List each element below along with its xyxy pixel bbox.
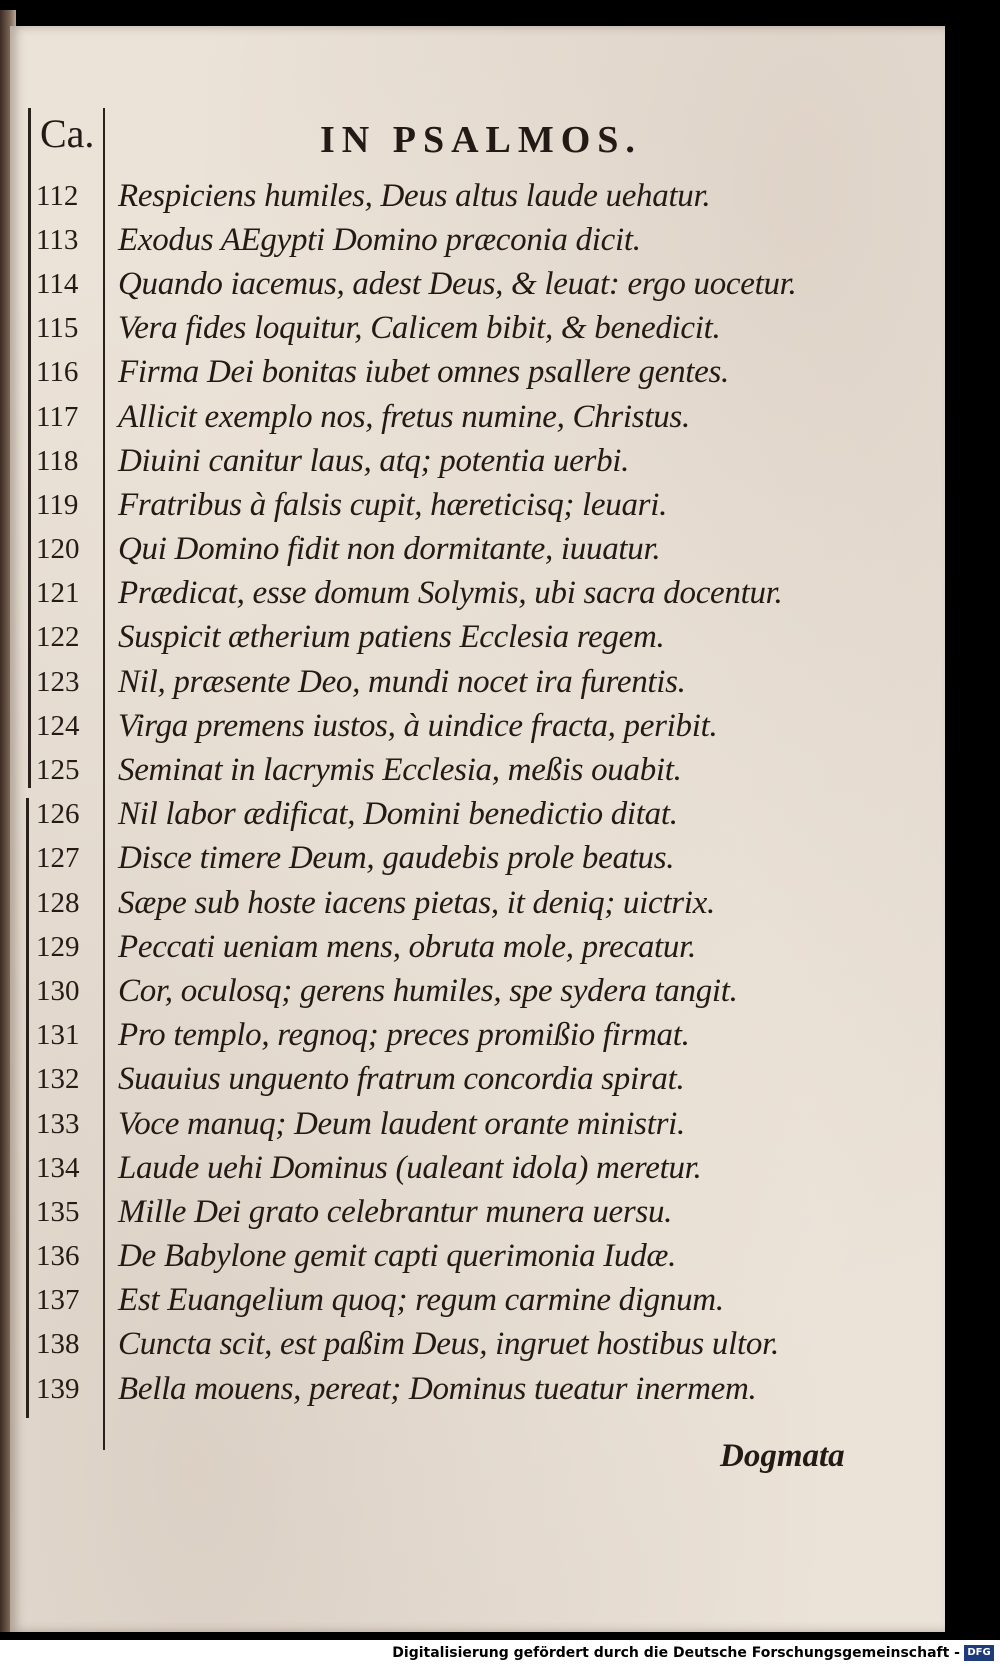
psalm-number: 136 xyxy=(36,1240,80,1273)
verse-row xyxy=(30,1323,935,1367)
verse-text: Suauius unguento fratrum concordia spirat. xyxy=(118,1061,685,1098)
verse-row xyxy=(30,704,935,748)
verse-text: Suspicit ætherium patiens Ecclesia regem. xyxy=(118,619,665,656)
verse-text: Est Euangelium quoq; regum carmine dignum. xyxy=(118,1282,724,1319)
psalm-number: 115 xyxy=(36,312,79,345)
verse-text: Seminat in lacrymis Ecclesia, meßis ouabit. xyxy=(118,752,682,789)
verse-text: Nil labor ædificat, Domini benedictio ditat. xyxy=(118,796,678,833)
verse-text: Pro templo, regnoq; preces promißio firmat. xyxy=(118,1017,690,1054)
verse-text: Firma Dei bonitas iubet omnes psallere gentes. xyxy=(118,354,729,391)
verse-row xyxy=(30,528,935,572)
psalm-number: 127 xyxy=(36,842,80,875)
verse-row xyxy=(30,969,935,1013)
verse-text: Vera fides loquitur, Calicem bibit, & benedicit. xyxy=(118,310,721,347)
verse-row xyxy=(30,262,935,306)
verse-text: Quando iacemus, adest Deus, & leuat: ergo uocetur. xyxy=(118,265,797,302)
psalm-number: 116 xyxy=(36,356,79,389)
psalm-number: 123 xyxy=(36,665,80,698)
verse-text: Allicit exemplo nos, fretus numine, Christus. xyxy=(118,398,690,435)
psalm-number: 137 xyxy=(36,1284,80,1317)
verse-text: Virga premens iustos, à uindice fracta, peribit. xyxy=(118,707,718,744)
psalm-number: 135 xyxy=(36,1195,80,1228)
verse-row xyxy=(30,483,935,527)
verse-row xyxy=(30,1102,935,1146)
psalm-number: 117 xyxy=(36,400,79,433)
verse-row xyxy=(30,439,935,483)
verse-row xyxy=(30,1190,935,1234)
psalm-number: 131 xyxy=(36,1019,80,1052)
verse-text: Nil, præsente Deo, mundi nocet ira furentis. xyxy=(118,663,686,700)
psalm-number: 121 xyxy=(36,577,80,610)
psalm-number: 120 xyxy=(36,533,80,566)
verse-row xyxy=(30,1367,935,1411)
psalm-number: 118 xyxy=(36,444,79,477)
psalm-number: 113 xyxy=(36,223,79,256)
verse-row xyxy=(30,881,935,925)
psalm-number: 134 xyxy=(36,1151,80,1184)
verse-row xyxy=(30,925,935,969)
verse-row xyxy=(30,218,935,262)
psalm-number: 128 xyxy=(36,886,80,919)
verse-text: Diuini canitur laus, atq; potentia uerbi. xyxy=(118,442,630,479)
psalm-number: 126 xyxy=(36,798,80,831)
verse-row xyxy=(30,1146,935,1190)
psalm-number: 125 xyxy=(36,754,80,787)
verse-row xyxy=(30,748,935,792)
verse-text: Sæpe sub hoste iacens pietas, it deniq; uictrix. xyxy=(118,884,715,921)
verse-text: Mille Dei grato celebrantur munera uersu. xyxy=(118,1193,673,1230)
margin-label: Ca. xyxy=(40,111,95,156)
psalm-number: 122 xyxy=(36,621,80,654)
verse-text: Laude uehi Dominus (ualeant idola) meretur. xyxy=(118,1149,702,1186)
psalm-number: 139 xyxy=(36,1372,80,1405)
verse-row xyxy=(30,1058,935,1102)
verse-text: De Babylone gemit capti querimonia Iudæ. xyxy=(118,1238,677,1275)
verse-row xyxy=(30,307,935,351)
funding-credit: Digitalisierung gefördert durch die Deutsche Forschungsgemeinschaft - xyxy=(392,1645,960,1661)
psalm-number: 130 xyxy=(36,974,80,1007)
verse-text: Fratribus à falsis cupit, hæreticisq; leuari. xyxy=(118,486,668,523)
verse-row xyxy=(30,660,935,704)
margin-rule-lower xyxy=(26,798,29,1418)
verse-text: Bella mouens, pereat; Dominus tueatur inermem. xyxy=(118,1370,757,1407)
verse-list xyxy=(30,174,935,1411)
verse-text: Disce timere Deum, gaudebis prole beatus. xyxy=(118,840,675,877)
psalm-number: 124 xyxy=(36,709,80,742)
digitization-footer xyxy=(0,1640,1000,1667)
psalm-number: 112 xyxy=(36,179,79,212)
verse-row xyxy=(30,1235,935,1279)
catchword: Dogmata xyxy=(720,1438,845,1474)
verse-text: Exodus AEgypti Domino præconia dicit. xyxy=(118,221,641,258)
verse-row xyxy=(30,1014,935,1058)
verse-text: Voce manuq; Deum laudent orante ministri. xyxy=(118,1105,685,1142)
verse-row xyxy=(30,572,935,616)
verse-text: Cor, oculosq; gerens humiles, spe sydera tangit. xyxy=(118,972,738,1009)
verse-row xyxy=(30,1279,935,1323)
verse-text: Peccati ueniam mens, obruta mole, precatur. xyxy=(118,928,696,965)
verse-row xyxy=(30,395,935,439)
verse-row xyxy=(30,837,935,881)
psalm-number: 138 xyxy=(36,1328,80,1361)
verse-text: Respiciens humiles, Deus altus laude uehatur. xyxy=(118,177,711,214)
verse-row xyxy=(30,793,935,837)
verse-text: Qui Domino fidit non dormitante, iuuatur. xyxy=(118,531,661,568)
psalm-number: 129 xyxy=(36,930,80,963)
dfg-logo-icon: DFG xyxy=(964,1645,994,1661)
page-content xyxy=(10,26,945,1632)
psalm-number: 133 xyxy=(36,1107,80,1140)
book-page xyxy=(10,26,945,1632)
verse-row xyxy=(30,351,935,395)
verse-row xyxy=(30,174,935,218)
verse-text: Cuncta scit, est paßim Deus, ingruet hostibus ultor. xyxy=(118,1326,779,1363)
verse-text: Prædicat, esse domum Solymis, ubi sacra docentur. xyxy=(118,575,783,612)
psalm-number: 119 xyxy=(36,488,79,521)
verse-row xyxy=(30,616,935,660)
psalm-number: 114 xyxy=(36,267,79,300)
running-head: IN PSALMOS. xyxy=(320,119,642,161)
psalm-number: 132 xyxy=(36,1063,80,1096)
